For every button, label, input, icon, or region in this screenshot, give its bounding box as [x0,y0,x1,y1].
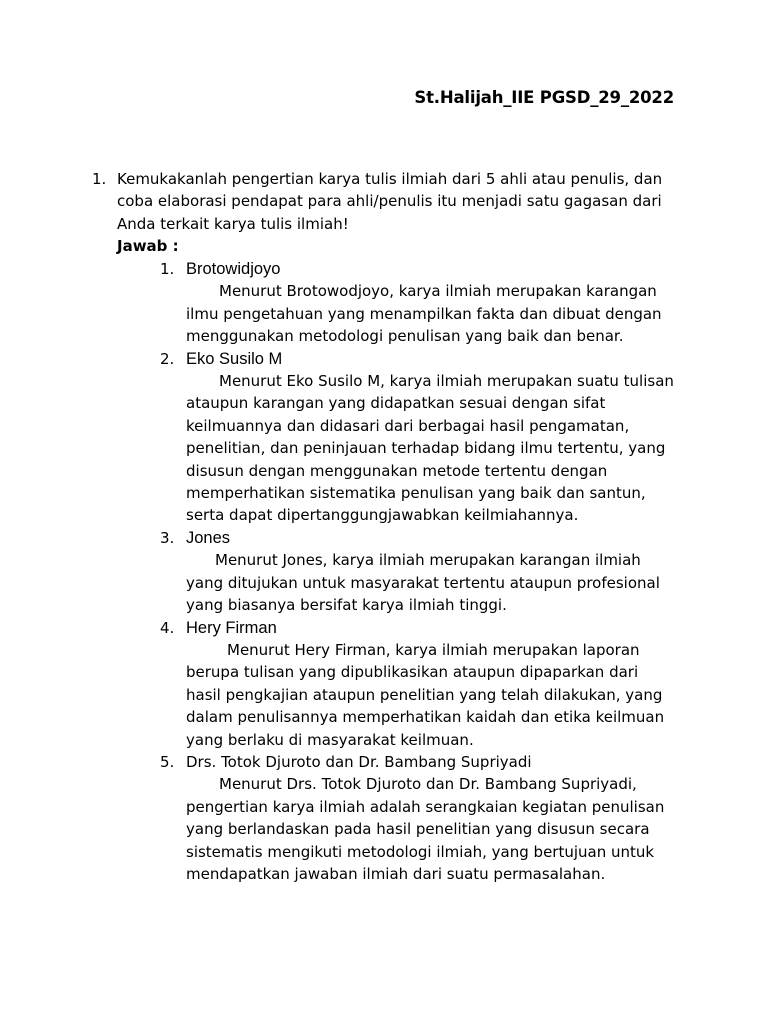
list-item [160,258,675,348]
list-item [160,348,675,527]
answer-text: Menurut Hery Firman, karya ilmiah merupakan laporan berupa tulisan yang dipublikasikan ataupun dipaparkan dari hasil pengkajian ataupun penelitian yang telah dilakukan, yang dalam penulisannya memperhatikan kaidah dan etika keilmuan yang berlaku di masyarakat keilmuan. [186,640,665,749]
answer-text: Menurut Eko Susilo M, karya ilmiah merupakan suatu tulisan ataupun karangan yang didapatkan sesuai dengan sifat keilmuannya dan didasari dari berbagai hasil pengamatan, penelitian, dan peninjauan terhadap bidang ilmu tertentu, yang disusun dengan menggunakan metode tertentu dengan memperhatikan sistematika penulisan yang baik dan santun, serta dapat dipertanggungjawabkan keilmiahannya. [186,372,674,525]
answer-text: Menurut Brotowodjoyo, karya ilmiah merupakan karangan ilmu pengetahuan yang menampilkan fakta dan dibuat dengan menggunakan metodologi penulisan yang baik dan benar. [186,282,662,346]
question-row [92,168,667,258]
answer-content [186,751,675,885]
answer-number: 5. [160,752,175,771]
answer-content [186,258,675,348]
answer-number: 2. [160,349,175,368]
answer-number: 3. [160,528,175,547]
question-number: 1. [92,170,107,188]
question-1 [92,168,667,258]
list-item [160,617,675,751]
author-name: Drs. Totok Djuroto dan Dr. Bambang Supriyadi [186,752,532,771]
answer-label: Jawab : [117,237,179,256]
author-name: Brotowidjoyo [186,260,281,278]
answer-number: 1. [160,260,175,278]
list-item [160,527,675,617]
list-item [160,751,675,885]
author-name: Hery Firman [186,618,277,637]
question-body [117,168,667,258]
author-name: Eko Susilo M [186,349,283,368]
question-text: Kemukakanlah pengertian karya tulis ilmiah dari 5 ahli atau penulis, dan coba elaborasi pendapat para ahli/penulis itu menjadi satu gagasan dari Anda terkait karya tulis ilmiah! [117,170,663,233]
answer-content [186,527,675,617]
answer-number: 4. [160,618,175,637]
answer-content [186,617,675,751]
answer-list [160,258,675,885]
answer-text: Menurut Drs. Totok Djuroto dan Dr. Bambang Supriyadi, pengertian karya ilmiah adalah serangkaian kegiatan penulisan yang berlandaskan pada hasil penelitian yang disusun secara sistematis mengikuti metodologi ilmiah, yang bertujuan untuk mendapatkan jawaban ilmiah dari suatu permasalahan. [186,775,665,883]
author-name: Jones [186,528,231,547]
answer-text: Menurut Jones, karya ilmiah merupakan karangan ilmiah yang ditujukan untuk masyarakat tertentu ataupun profesional yang biasanya bersifat karya ilmiah tinggi. [186,551,660,615]
document-title: St.Halijah_IIE PGSD_29_2022 [414,88,674,107]
answer-content [186,348,675,527]
